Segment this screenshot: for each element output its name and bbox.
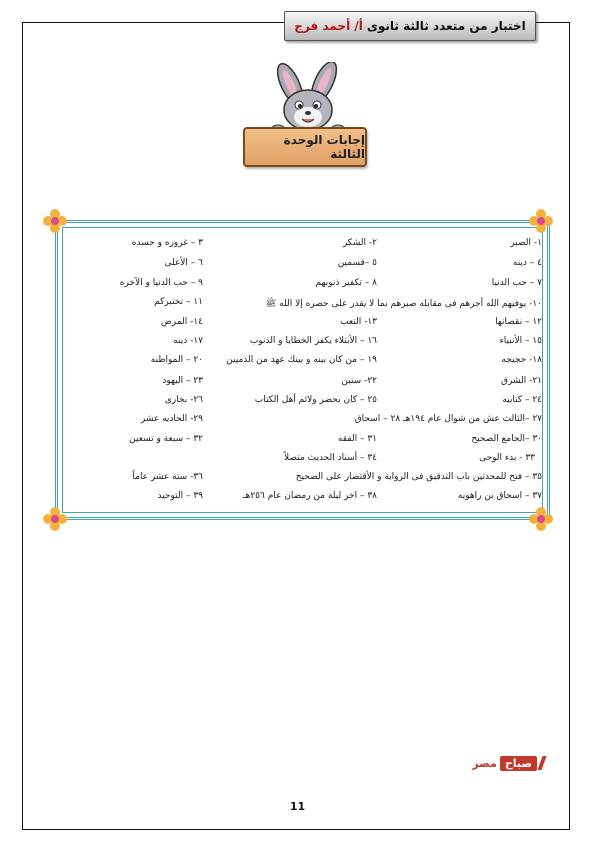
corner-flower-icon	[528, 506, 554, 532]
answer-item: ٣٨ – اخر ليلة من رمضان عام ٢٥٦هـ	[242, 491, 377, 501]
answer-item: ٩ – حب الدنيا و الآخره	[119, 278, 203, 288]
corner-flower-icon	[42, 506, 68, 532]
answer-item: ٢٠ – المواطنه	[150, 355, 203, 365]
answer-item: ٤ – دينه	[512, 258, 542, 268]
answer-item: ١٣- التعب	[340, 317, 377, 327]
answer-item: ١٥ – الأنبياء	[499, 336, 542, 346]
answer-item: ٢- الشكر	[342, 238, 377, 248]
sign-label: إجابات الوحدة الثالثة	[283, 133, 365, 161]
answer-item: ٢٢- ستين	[341, 376, 377, 386]
answer-item: ٣٩ – التوحيد	[157, 491, 203, 501]
answer-item: ٢٦- بخارى	[164, 395, 203, 405]
answer-item: ١٦ – الأبتلاء يكفر الخطايا و الذنوب	[249, 336, 377, 346]
answer-item: ٣٧ – اسحاق بن راهويه	[457, 491, 542, 501]
answer-item: ٢٧ –الثالث عش من شوال عام ١٩٤هـ ٢٨ – اسحاق	[354, 414, 542, 424]
answer-item: ٢١- الشرق	[500, 376, 542, 386]
header-title: اختبار من متعدد ثالثة ثانوى	[366, 19, 526, 33]
page-number: 11	[289, 800, 306, 813]
answer-item: ٣٥ – فتح للمحدثين باب التدقيق فى الرواية و الأقتصار على الصحيح	[295, 472, 542, 482]
bunny-mascot-icon	[248, 62, 368, 134]
header-bar	[284, 11, 536, 41]
answer-item: ٣٦- سته عشر عاماً	[132, 472, 203, 482]
corner-flower-icon	[528, 208, 554, 234]
answer-item: ٨ – تكفير ذنوبهم	[315, 278, 377, 288]
answer-item: ٢٤ – كتابيه	[502, 395, 542, 405]
answer-item: ٣٣ - بدء الوحى	[479, 453, 535, 463]
answer-item: ١٨- حجيجه	[501, 355, 542, 365]
answer-item: ٧ – حب الدنيا	[491, 278, 542, 288]
answer-item: ٢٣ – اليهود	[162, 376, 203, 386]
answer-item: ٦ – الأعلى	[164, 258, 203, 268]
answer-item: ١٩ – من كان بينه و بينك عهد من الذميين	[226, 355, 377, 365]
answer-item: ٣٤ – أسناد الحديث متصلاً	[284, 453, 377, 463]
header-author: أ/ أحمد فرج	[294, 19, 363, 33]
answer-item: ١١ – تختبركم	[154, 297, 203, 307]
section-title-sign	[243, 127, 367, 167]
answer-item: ٣٢ – سبعة و تسعين	[129, 434, 203, 444]
answer-item: ١٤- المرض	[160, 317, 203, 327]
sabah-masr-logo	[444, 752, 544, 774]
answer-item: ١٢ – نقصانها	[495, 317, 542, 327]
corner-flower-icon	[42, 208, 68, 234]
answer-item: ٣ – غروره و حسده	[131, 238, 203, 248]
answer-item: ٢٩- الحاديه عشر	[140, 414, 203, 424]
answer-item: ٢٥ – كان يحضر ولائم أهل الكتاب	[254, 395, 377, 405]
answer-item: ٥ –قسمين	[337, 258, 377, 268]
logo-word-2: مصر	[472, 756, 497, 770]
answer-item: ١- الصبر	[510, 238, 542, 248]
logo-word-1: صباح	[500, 756, 537, 771]
answer-item: ٣٠ –الجامع الصحيح	[471, 434, 542, 444]
answer-item: ١٠- يوفيهم الله أجرهم فى مقابله صبرهم بما لا يقدر على حصره إلا الله ﷺ	[265, 299, 542, 309]
answer-item: ١٧- دينه	[173, 336, 203, 346]
answers-inner-border	[62, 227, 543, 513]
answer-item: ٣١ – الفقه	[337, 434, 377, 444]
